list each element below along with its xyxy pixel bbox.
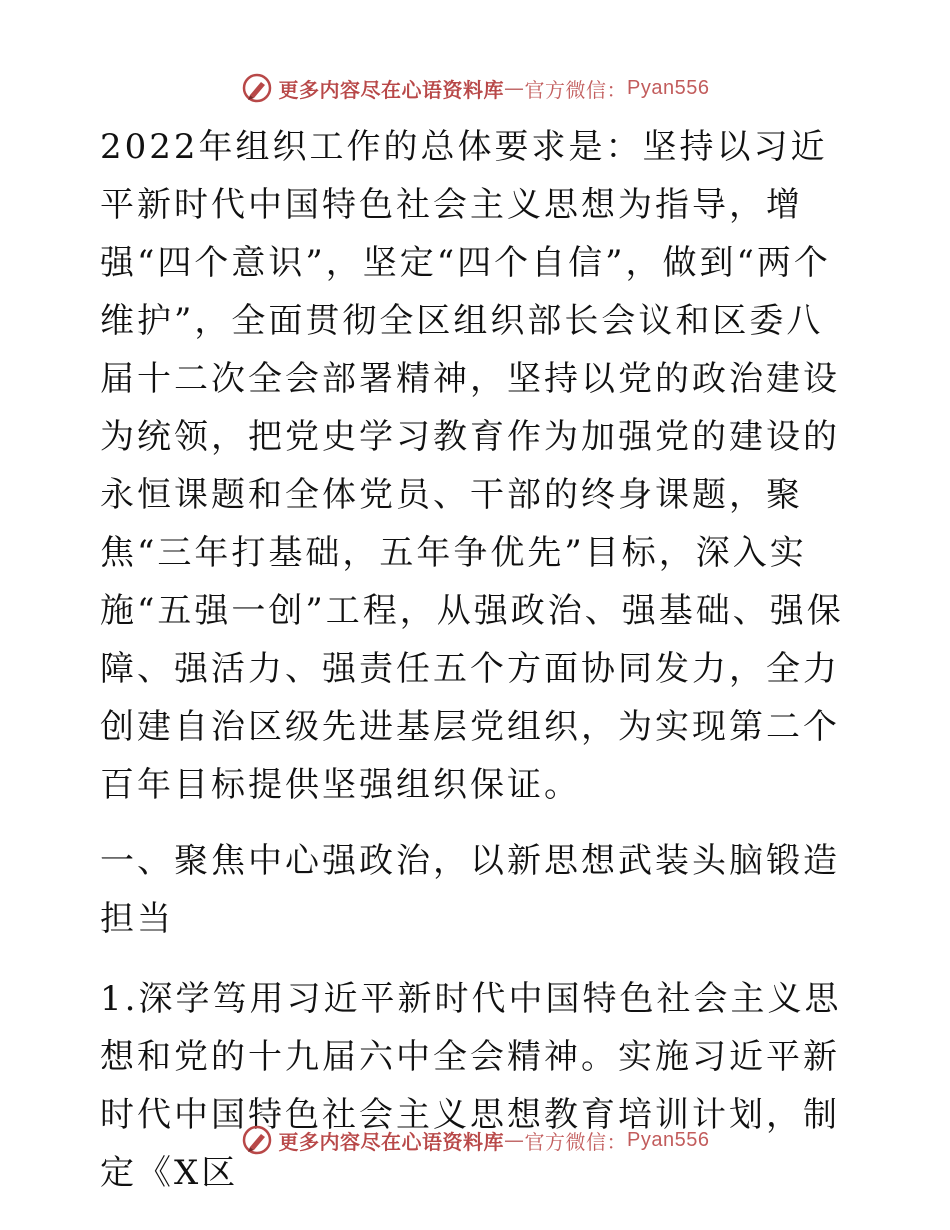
section-heading-1: 一、聚焦中心强政治，以新思想武装头脑锻造担当 [100,841,840,939]
paragraph-general-requirements: 2022年组织工作的总体要求是：坚持以习近平新时代中国特色社会主义思想为指导，增强“四个意识”，坚定“四个自信”，做到“两个维护”，全面贯彻全区组织部长会议和区委八届十二次全会部署精神，坚持以党的政治建设为统领，把党史学习教育作为加强党的建设的永恒课题和全体党员、干部的终身课题，聚焦“三年打基础，五年争优先”目标，深入实施“五强一创”工程，从强政治、强基础、强保障、强活力、强责任五个方面协同发力，全力创建自治区级先进基层党组织，为实现第二个百年目标提供坚强组织保证。 [100,127,844,805]
banner-official-label: 官方微信： [524,77,628,102]
banner-dash: — [504,1128,525,1152]
pen-logo-icon [241,1124,273,1156]
banner-dash: — [504,76,525,100]
banner-official-label: 官方微信： [524,1129,628,1154]
footer-banner [0,1124,950,1156]
banner-wechat-id: Pyan556 [627,76,710,99]
pen-logo-icon [241,72,273,104]
banner-brand-text: 更多内容尽在心语资料库 [278,77,505,102]
header-banner [0,72,950,104]
banner-wechat-id: Pyan556 [627,1128,710,1151]
list-item-1: 1.深学笃用习近平新时代中国特色社会主义思想和党的十九届六中全会精神。实施习近平新时代中国特色社会主义思想教育培训计划，制定《X区 [100,979,842,1193]
banner-brand-text: 更多内容尽在心语资料库 [278,1129,505,1154]
document-body [100,118,860,1202]
